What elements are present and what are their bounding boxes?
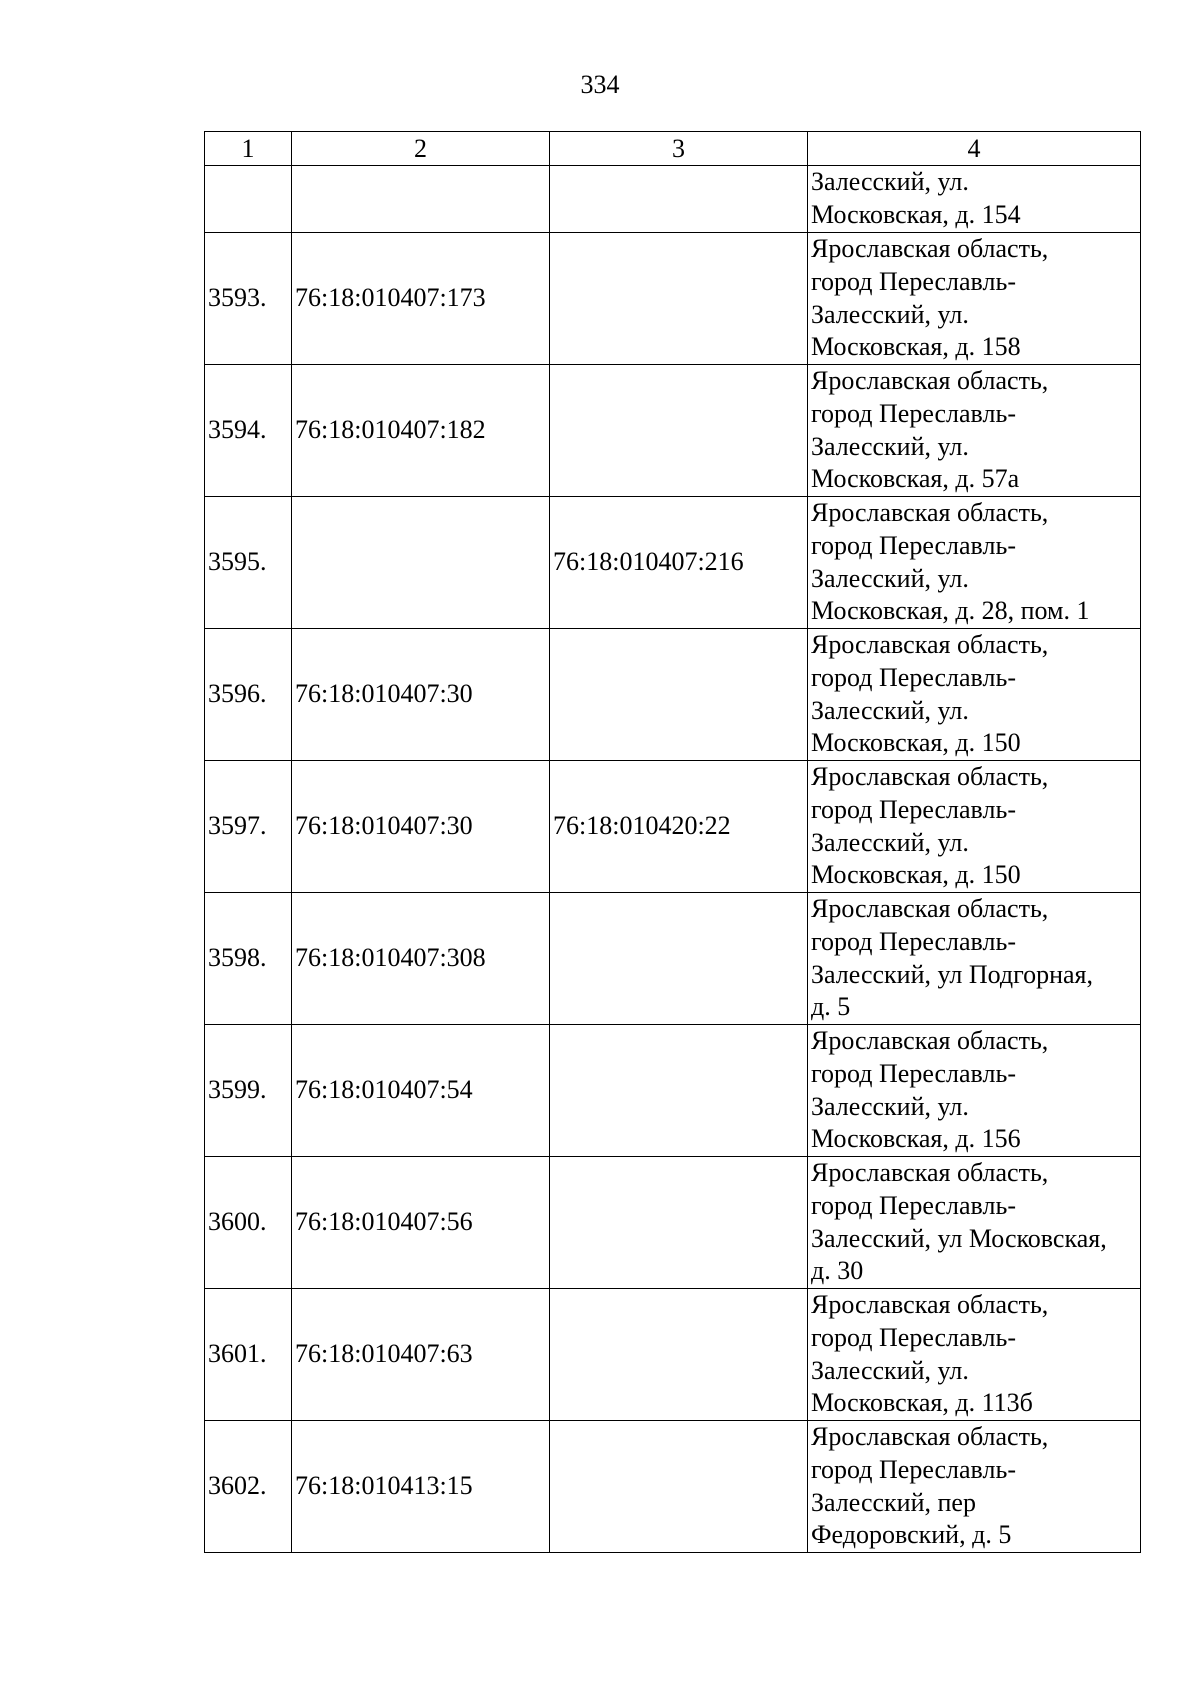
- column-header-1: 1: [205, 132, 292, 166]
- row-number-cell: 3597.: [205, 761, 292, 893]
- address-line: Залесский, ул.: [811, 431, 969, 461]
- address-line: город Переславль-: [811, 1058, 1016, 1088]
- cadastral-number-extra-cell: [550, 233, 808, 365]
- address-line: Ярославская область,: [811, 1158, 1049, 1187]
- address-line: город Переславль-: [811, 1190, 1016, 1220]
- table-row: [205, 497, 1141, 629]
- cadastral-number-extra-cell: [550, 893, 808, 1025]
- address-line: Московская, д. 156: [811, 1124, 1021, 1154]
- address-line: Ярославская область,: [811, 1026, 1049, 1055]
- address-cell: [808, 233, 1141, 365]
- address-line: Ярославская область,: [811, 1290, 1049, 1319]
- address-cell: [808, 761, 1141, 893]
- cadastral-number-cell: 76:18:010407:308: [292, 893, 550, 1025]
- cadastral-number-cell: 76:18:010407:173: [292, 233, 550, 365]
- address-line: город Переславль-: [811, 794, 1016, 824]
- cadastral-number-cell: 76:18:010407:54: [292, 1025, 550, 1157]
- cadastral-number-extra-cell: [550, 1025, 808, 1157]
- address-line: город Переславль-: [811, 530, 1016, 560]
- address-line: город Переславль-: [811, 1322, 1016, 1352]
- row-number-cell: 3602.: [205, 1421, 292, 1553]
- cadastral-number-extra-cell: [550, 1421, 808, 1553]
- table-row: [205, 1421, 1141, 1553]
- row-number-cell: 3601.: [205, 1289, 292, 1421]
- row-number-cell: 3595.: [205, 497, 292, 629]
- row-number-cell: 3600.: [205, 1157, 292, 1289]
- address-line: Ярославская область,: [811, 1422, 1049, 1451]
- address-line: Ярославская область,: [811, 498, 1049, 527]
- address-cell: [808, 1157, 1141, 1289]
- address-line: Залесский, ул Московская,: [811, 1223, 1107, 1253]
- address-line: Московская, д. 28, пом. 1: [811, 596, 1090, 626]
- address-cell: [808, 1421, 1141, 1553]
- cadastral-number-cell: 76:18:010407:63: [292, 1289, 550, 1421]
- address-line: Ярославская область,: [811, 894, 1049, 923]
- cadastral-number-extra-cell: [550, 365, 808, 497]
- cadastral-number-extra-cell: [550, 166, 808, 233]
- address-line: Залесский, ул.: [811, 695, 969, 725]
- address-line: Московская, д. 150: [811, 860, 1021, 890]
- address-line: город Переславль-: [811, 662, 1016, 692]
- table-row: [205, 233, 1141, 365]
- address-cell: [808, 497, 1141, 629]
- cadastral-number-extra-cell: 76:18:010420:22: [550, 761, 808, 893]
- address-line: Залесский, пер: [811, 1487, 976, 1517]
- cadastral-number-extra-cell: 76:18:010407:216: [550, 497, 808, 629]
- header-row: [205, 132, 1141, 166]
- address-line: город Переславль-: [811, 1454, 1016, 1484]
- row-number-cell: 3594.: [205, 365, 292, 497]
- address-line: Залесский, ул.: [811, 167, 969, 196]
- address-line: Московская, д. 158: [811, 332, 1021, 362]
- row-number-cell: 3599.: [205, 1025, 292, 1157]
- table-row: [205, 166, 1141, 233]
- row-number-cell: [205, 166, 292, 233]
- column-header-4: 4: [808, 132, 1141, 166]
- row-number-cell: 3596.: [205, 629, 292, 761]
- cadastral-number-extra-cell: [550, 1289, 808, 1421]
- table-row: [205, 1157, 1141, 1289]
- address-cell: [808, 893, 1141, 1025]
- page-number: 334: [580, 70, 620, 99]
- address-line: Ярославская область,: [811, 366, 1049, 395]
- address-line: Московская, д. 154: [811, 199, 1021, 229]
- address-line: город Переславль-: [811, 266, 1016, 296]
- address-cell: [808, 365, 1141, 497]
- table-row: [205, 365, 1141, 497]
- cadastral-number-cell: 76:18:010407:30: [292, 629, 550, 761]
- address-line: Залесский, ул Подгорная,: [811, 959, 1094, 989]
- address-line: Московская, д. 113б: [811, 1388, 1033, 1418]
- cadastral-number-extra-cell: [550, 1157, 808, 1289]
- row-number-cell: 3593.: [205, 233, 292, 365]
- table-row: [205, 761, 1141, 893]
- address-line: Залесский, ул.: [811, 1091, 969, 1121]
- address-line: Московская, д. 57а: [811, 464, 1020, 494]
- address-line: Московская, д. 150: [811, 728, 1021, 758]
- column-header-2: 2: [292, 132, 550, 166]
- address-cell: [808, 1289, 1141, 1421]
- address-line: Залесский, ул.: [811, 299, 969, 329]
- address-line: д. 5: [811, 992, 851, 1022]
- cadastral-number-cell: 76:18:010407:56: [292, 1157, 550, 1289]
- table-row: [205, 629, 1141, 761]
- address-line: Федоровский, д. 5: [811, 1520, 1012, 1550]
- registry-table: [204, 131, 1141, 1553]
- address-line: Залесский, ул.: [811, 1355, 969, 1385]
- cadastral-number-cell: 76:18:010413:15: [292, 1421, 550, 1553]
- row-number-cell: 3598.: [205, 893, 292, 1025]
- cadastral-number-cell: [292, 497, 550, 629]
- address-line: Ярославская область,: [811, 234, 1049, 263]
- address-line: Ярославская область,: [811, 762, 1049, 791]
- table-row: [205, 893, 1141, 1025]
- address-cell: [808, 629, 1141, 761]
- cadastral-number-cell: 76:18:010407:30: [292, 761, 550, 893]
- address-line: Залесский, ул.: [811, 563, 969, 593]
- table-row: [205, 1025, 1141, 1157]
- cadastral-number-cell: 76:18:010407:182: [292, 365, 550, 497]
- cadastral-number-extra-cell: [550, 629, 808, 761]
- address-line: Ярославская область,: [811, 630, 1049, 659]
- address-cell: [808, 1025, 1141, 1157]
- table-body: [205, 166, 1141, 1553]
- cadastral-number-cell: [292, 166, 550, 233]
- address-line: д. 30: [811, 1256, 864, 1286]
- address-line: город Переславль-: [811, 926, 1016, 956]
- address-cell: [808, 166, 1141, 233]
- address-line: Залесский, ул.: [811, 827, 969, 857]
- column-header-3: 3: [550, 132, 808, 166]
- table-row: [205, 1289, 1141, 1421]
- address-line: город Переславль-: [811, 398, 1016, 428]
